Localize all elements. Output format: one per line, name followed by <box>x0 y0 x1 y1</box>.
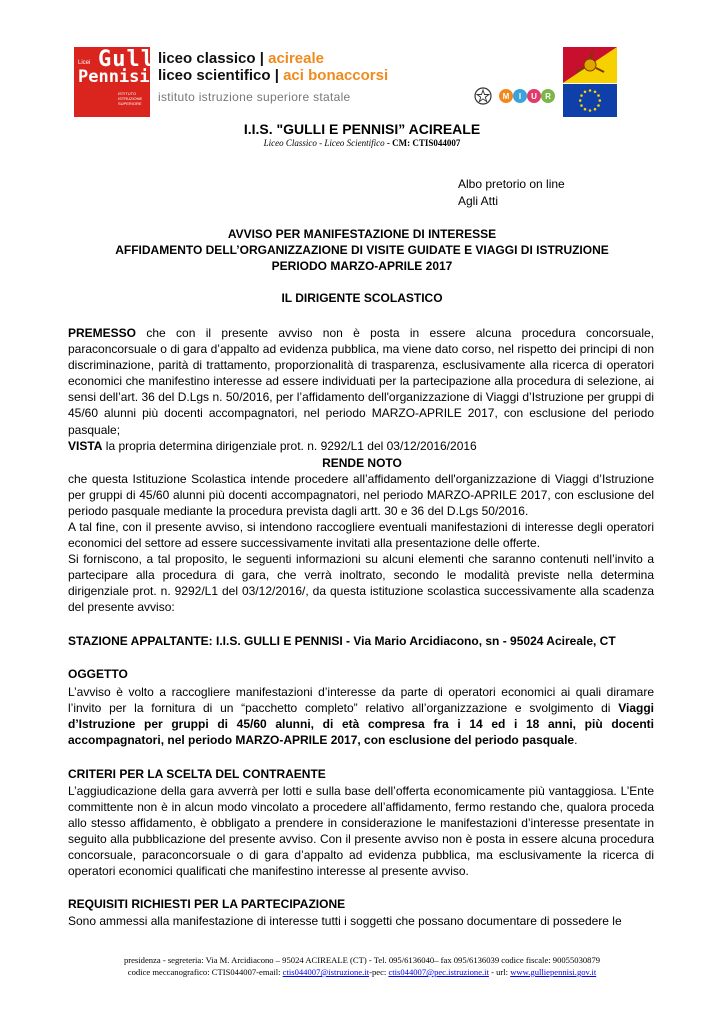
school-subtitle <box>0 138 724 148</box>
footer-pec-label: -pec: <box>369 967 389 977</box>
criteri-heading: CRITERI PER LA SCELTA DEL CONTRAENTE <box>68 767 326 781</box>
logo-sub-text: ISTITUTO ISTRUZIONE SUPERIORE <box>118 91 143 106</box>
rende-noto-paragraph-1: che questa Istituzione Scolastica intende procedere all’affidamento dell'organizzazione di Viaggi d’Istruzione per gruppi di 45/60 alunni più docenti accompagnatori, nel periodo MARZO-APRILE 2017, con esclusione del periodo pasquale mediante la procedura prevista dagli artt. 30 e 36 del D.Lgs 50/2016. <box>68 472 654 519</box>
requisiti-heading: REQUISITI RICHIESTI PER LA PARTECIPAZIONE <box>68 897 346 911</box>
rende-noto-paragraph-2: A tal fine, con il presente avviso, si intendono raccogliere eventuali manifestazioni di interesse degli operatori economici del settore ad essere successivamente invitati alla presentazione delle offerte. <box>68 520 654 551</box>
svg-text:I: I <box>518 92 522 101</box>
svg-text:M: M <box>502 92 510 101</box>
liceo-classico-text: liceo classico <box>158 50 256 67</box>
oggetto-text: L’avviso è volto a raccogliere manifestazioni d’interesse da parte di operatori economici ai quali diramare l’invito per la fornitura di un “pacchetto completo” relativo all’organizzazione e svolgimento di <box>68 685 654 716</box>
footer-url-link[interactable]: www.gulliepennisi.gov.it <box>510 967 597 977</box>
premesso-label: PREMESSO <box>68 326 137 340</box>
recipient-atti: Agli Atti <box>458 194 499 208</box>
acireale-text: acireale <box>268 50 324 67</box>
stazione-appaltante: STAZIONE APPALTANTE: I.I.S. GULLI E PENNISI - Via Mario Arcidiacono, sn - 95024 Acireale, CT <box>68 634 616 648</box>
logo-pennisi-text: Pennisi <box>78 67 150 87</box>
svg-text:R: R <box>545 92 551 101</box>
dirigente-heading: IL DIRIGENTE SCOLASTICO <box>281 291 443 305</box>
header-separator: | <box>259 50 264 67</box>
criteri-paragraph: L’aggiudicazione della gara avverrà per lotti e sulla base dell’offerta economicamente più vantaggiosa. L’Ente committente non è in alcun modo vincolato a procedere all’affidamento, fermo restando che, qualora proceda allo stesso affidamento, è obbligato a prendere in considerazione le manifestazioni d’interesse presentate in seguito alla pubblicazione del presente avviso. Con il presente avviso non è posta in essere alcuna procedura concorsuale, paraconcorsuale o di gara d’appalto ad evidenza pubblica, ma esclusivamente la ricerca di operatori economici qualificati che manifestino interesse al presente avviso. <box>68 784 654 879</box>
vista-paragraph <box>68 438 654 454</box>
school-subtitle-italic: Liceo Classico - Liceo Scientifico <box>263 138 385 148</box>
header-line-scientifico <box>158 67 388 84</box>
premesso-paragraph <box>68 325 654 438</box>
periodo-title: PERIODO MARZO-APRILE 2017 <box>271 259 453 273</box>
vista-text: la propria determina dirigenziale prot. n. 9292/L1 del 03/12/2016/2016 <box>102 439 477 453</box>
footer-line-2 <box>0 967 724 977</box>
header-subline: istituto istruzione superiore statale <box>158 90 351 104</box>
recipient-albo: Albo pretorio on line <box>458 177 565 191</box>
aci-bonaccorsi-text: aci bonaccorsi <box>283 67 389 84</box>
liceo-scientifico-text: liceo scientifico <box>158 67 271 84</box>
logo-liceo-text: Licei <box>78 60 91 66</box>
oggetto-bold: Viaggi d’Istruzione per gruppi di 45/60 alunni, di età compresa fra i 14 ed i 18 anni, più docenti accompagnatori, nel periodo MARZO-APRILE 2017, con esclusione del periodo pasquale <box>68 701 654 748</box>
rende-noto-paragraph-3: Si forniscono, a tal proposito, le seguenti informazioni su alcuni elementi che saranno contenuti nell’invito a partecipare alla procedura di gara, che verrà inoltrato, secondo le modalità previste nella determina dirigenziale prot. n. 9292/L1 del 03/12/2016/, da questa istituzione scolastica successivamente alla scadenza del presente avviso: <box>68 552 654 615</box>
school-logo <box>74 47 170 117</box>
eu-flag-icon <box>563 84 617 117</box>
school-title: I.I.S. "GULLI E PENNISI” ACIREALE <box>243 121 481 137</box>
school-code: - CM: CTIS044007 <box>384 138 461 148</box>
svg-text:U: U <box>531 92 537 101</box>
footer-email-link[interactable]: ctis044007@istruzione.it <box>282 967 370 977</box>
footer-pec-link[interactable]: ctis044007@pec.istruzione.it <box>388 967 489 977</box>
header-separator: | <box>274 67 279 84</box>
footer-line-1: presidenza - segreteria: Via M. Arcidiacono – 95024 ACIREALE (CT) - Tel. 095/6136040– fax 095/6136039 codice fiscale: 90055030879 <box>123 955 601 965</box>
italian-republic-emblem-icon <box>474 86 492 106</box>
requisiti-paragraph: Sono ammessi alla manifestazione di interesse tutti i soggetti che possano documentare di possedere le <box>68 914 622 928</box>
header-line-classico <box>158 50 324 67</box>
premesso-text: che con il presente avviso non è posta in essere alcuna procedura concorsuale, paraconcorsuale o di gara d’appalto ad evidenza pubblica, ma viene dato corso, nel rispetto dei principi di non discriminazione, parità di trattamento, proporzionalità di trasparenza, esclusivamente alla ricerca di operatori economici che manifestino interesse ad essere individuati per la partecipazione alla procedura di selezione, ai sensi dell’art. 36 del D.Lgs n. 50/2016, per l’affidamento dell'organizzazione di Viaggi d’Istruzione per gruppi di 45/60 alunni più docenti accompagnatori, nel periodo MARZO-APRILE 2017, con esclusione del periodo pasquale; <box>68 326 654 437</box>
affidamento-title: AFFIDAMENTO DELL’ORGANIZZAZIONE DI VISITE GUIDATE E VIAGGI DI ISTRUZIONE <box>115 243 609 257</box>
avviso-title: AVVISO PER MANIFESTAZIONE DI INTERESSE <box>227 227 497 241</box>
rende-noto-heading: RENDE NOTO <box>322 456 402 470</box>
footer-code: codice meccanografico: CTIS044007-email: <box>127 967 283 977</box>
footer-url-label: - url: <box>488 967 511 977</box>
oggetto-heading: OGGETTO <box>68 667 128 681</box>
oggetto-paragraph <box>68 684 654 748</box>
miur-logo-icon <box>498 83 558 109</box>
sicily-flag-icon <box>563 47 617 83</box>
logo-gulli-text: Gulli <box>98 47 170 72</box>
vista-label: VISTA <box>68 439 103 453</box>
oggetto-end: . <box>574 733 578 748</box>
